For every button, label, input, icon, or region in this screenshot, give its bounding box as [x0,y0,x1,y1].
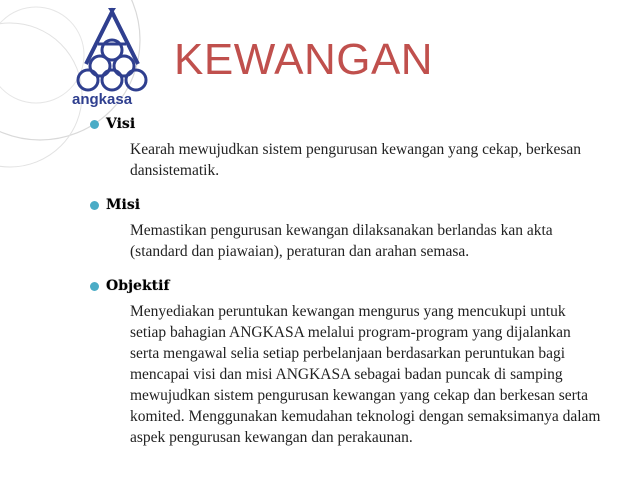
body-line: Kearah mewujudkan sistem pengurusan kewangan yang cekap, berkesan [130,141,582,158]
body-line: Menyediakan peruntukan kewangan mengurus yang mencukupi untuk [130,303,566,320]
list-item-objektif [106,274,616,448]
item-body [130,301,616,448]
body-line: komited. Menggunakan kemudahan teknologi dengan semaksimanya dalam [130,408,601,425]
item-body [130,139,616,181]
body-line: mencapai visi dan misi ANGKASA sebagai badan puncak di samping [130,366,563,383]
body-line: Memastikan pengurusan kewangan dilaksanakan berlandas kan akta [130,222,553,239]
bullet-icon [90,120,99,129]
slide-title: KEWANGAN [174,35,434,84]
body-line: setiap bahagian ANGKASA melalui program-program yang dijalankan [130,324,571,341]
item-body [130,220,616,262]
bullet-icon [90,282,99,291]
item-heading: Visi [106,116,136,132]
body-line: dansistematik. [130,162,220,179]
bullet-icon [90,201,99,210]
body-line: (standard dan piawaian), peraturan dan arahan semasa. [130,243,470,260]
list-item-visi [106,112,616,181]
body-line: aspek pengurusan kewangan dan perakaunan. [130,429,413,446]
body-line: mewujudkan sistem pengurusan kewangan yang cekap dan berkesan serta [130,387,588,404]
content-list [106,112,616,448]
logo-text: angkasa [72,91,133,108]
item-heading: Objektif [106,278,170,294]
body-line: serta mengawal selia setiap perbelanjaan berdasarkan peruntukan bagi [130,345,566,362]
list-item-misi [106,193,616,262]
angkasa-logo [72,4,164,108]
item-heading: Misi [106,197,141,213]
